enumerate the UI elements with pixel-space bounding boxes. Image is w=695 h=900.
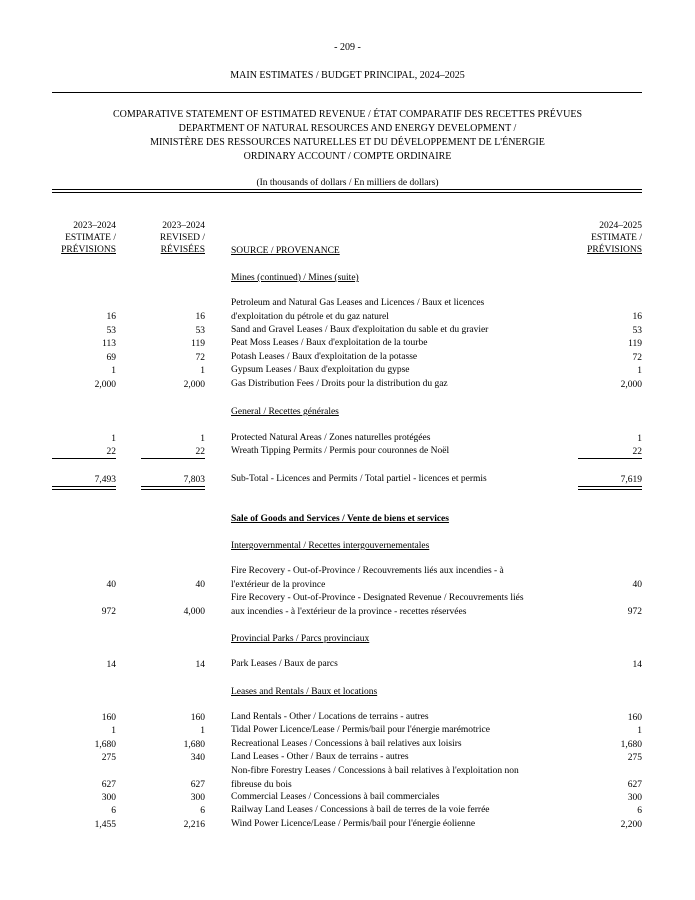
col2-subtotal-rule: [141, 458, 205, 459]
row-nonfibre-v1: 627: [101, 780, 116, 790]
col2-header-type: REVISED /: [159, 233, 205, 243]
col4-header-year: 2024–2025: [599, 221, 642, 231]
row-nonfibre-v2: 627: [190, 780, 205, 790]
statement-title-3: MINISTÈRE DES RESSOURCES NATURELLES ET DU DÉVELOPPEMENT DE L'ÉNERGIE: [150, 137, 545, 148]
row-railway-label: Railway Land Leases / Concessions à bail de terres de la voie ferrée: [231, 805, 490, 815]
row-wind-v4: 2,200: [620, 820, 642, 830]
row-fire1-v2: 40: [195, 580, 205, 590]
title-double-rule: [52, 189, 642, 193]
row-land-other-v4: 160: [627, 713, 642, 723]
row-fire1-v4: 40: [632, 580, 642, 590]
running-header: MAIN ESTIMATES / BUDGET PRINCIPAL, 2024–2025: [230, 70, 465, 81]
row-sand-label: Sand and Gravel Leases / Baux d'exploitation du sable et du gravier: [231, 325, 489, 335]
row-gypsum-label: Gypsum Leases / Baux d'exploitation du gypse: [231, 365, 410, 375]
row-recreational-v2: 1,680: [183, 740, 205, 750]
row-wind-label: Wind Power Licence/Lease / Permis/bail pour l'énergie éolienne: [231, 819, 476, 829]
row-land-other-v1: 160: [101, 713, 116, 723]
row-peat-label: Peat Moss Leases / Baux d'exploitation de la tourbe: [231, 338, 428, 348]
row-peat-v4: 119: [628, 339, 642, 349]
statement-title-1: COMPARATIVE STATEMENT OF ESTIMATED REVENUE / ÉTAT COMPARATIF DES RECETTES PRÉVUES: [113, 109, 582, 120]
row-fire2-line2: aux incendies - à l'extérieur de la province - recettes réservées: [231, 606, 467, 617]
row-petroleum-v4: 16: [632, 312, 642, 322]
row-fire2-label: [231, 592, 571, 619]
row-sand-v2: 53: [195, 326, 205, 336]
row-fire1-label: [231, 565, 571, 592]
row-tidal-v1: 1: [111, 726, 116, 736]
statement-title-4: ORDINARY ACCOUNT / COMPTE ORDINAIRE: [243, 151, 452, 162]
row-subtotal-v2: 7,803: [183, 475, 205, 485]
col1-header: [52, 220, 116, 256]
row-recreational-v4: 1,680: [620, 740, 642, 750]
col4-subtotal-rule: [578, 458, 642, 459]
row-subtotal-v1: 7,493: [94, 475, 116, 485]
col2-header-fr: RÉVISÉES: [160, 245, 205, 255]
col2-total-double-rule: [141, 486, 205, 490]
row-subtotal-label: Sub-Total - Licences and Permits / Total partiel - licences et permis: [231, 474, 487, 484]
row-nonfibre-line2: fibreuse du bois: [231, 779, 292, 790]
source-header: SOURCE / PROVENANCE: [231, 246, 340, 256]
col1-total-double-rule: [52, 486, 116, 490]
row-commercial-v1: 300: [101, 793, 116, 803]
row-park-leases-v1: 14: [106, 660, 116, 670]
section-leases-rentals: Leases and Rentals / Baux et locations: [231, 687, 378, 697]
row-tidal-v4: 1: [637, 726, 642, 736]
row-railway-v1: 6: [111, 806, 116, 816]
statement-title-2: DEPARTMENT OF NATURAL RESOURCES AND ENERGY DEVELOPMENT /: [178, 123, 517, 134]
row-land-other-v2: 160: [190, 713, 205, 723]
col2-header: [141, 220, 205, 256]
row-gypsum-v1: 1: [111, 366, 116, 376]
col2-header-year: 2023–2024: [162, 221, 205, 231]
row-protected-v2: 1: [200, 434, 205, 444]
section-general: General / Recettes générales: [231, 407, 339, 417]
row-land-leases-v1: 275: [101, 753, 116, 763]
col4-header: [578, 220, 642, 256]
section-mines: Mines (continued) / Mines (suite): [231, 273, 359, 283]
row-fire1-v1: 40: [106, 580, 116, 590]
col4-header-fr: PRÉVISIONS: [587, 245, 642, 255]
row-potash-label: Potash Leases / Baux d'exploitation de la potasse: [231, 352, 418, 362]
row-protected-v1: 1: [111, 434, 116, 444]
row-subtotal-v4: 7,619: [620, 475, 642, 485]
row-gas-label: Gas Distribution Fees / Droits pour la distribution du gaz: [231, 379, 448, 389]
row-peat-v2: 119: [191, 339, 205, 349]
row-petroleum-label: [231, 297, 571, 324]
row-petroleum-v2: 16: [195, 312, 205, 322]
col4-total-double-rule: [578, 486, 642, 490]
row-protected-label: Protected Natural Areas / Zones naturelles protégées: [231, 433, 431, 443]
col1-header-type: ESTIMATE /: [65, 233, 116, 243]
row-sand-v1: 53: [106, 326, 116, 336]
row-petroleum-v1: 16: [106, 312, 116, 322]
row-railway-v4: 6: [637, 806, 642, 816]
row-commercial-v4: 300: [627, 793, 642, 803]
col1-header-fr: PRÉVISIONS: [61, 245, 116, 255]
row-wreath-v2: 22: [195, 447, 205, 457]
row-park-leases-label: Park Leases / Baux de parcs: [231, 659, 338, 669]
row-gas-v2: 2,000: [183, 380, 205, 390]
row-petroleum-line1: Petroleum and Natural Gas Leases and Licences / Baux et licences: [231, 298, 485, 308]
row-fire2-v4: 972: [627, 607, 642, 617]
row-sand-v4: 53: [632, 326, 642, 336]
row-wreath-v4: 22: [632, 447, 642, 457]
section-intergovernmental: Intergovernmental / Recettes intergouvernementales: [231, 541, 430, 551]
col1-subtotal-rule: [52, 458, 116, 459]
row-nonfibre-v4: 627: [627, 780, 642, 790]
row-fire2-v2: 4,000: [183, 607, 205, 617]
row-nonfibre-label: [231, 765, 571, 792]
row-land-leases-label: Land Leases - Other / Baux de terrains - autres: [231, 752, 409, 762]
row-commercial-v2: 300: [190, 793, 205, 803]
row-gypsum-v2: 1: [200, 366, 205, 376]
row-wreath-v1: 22: [106, 447, 116, 457]
row-fire2-v1: 972: [101, 607, 116, 617]
units-note: (In thousands of dollars / En milliers de dollars): [256, 178, 439, 188]
row-wind-v1: 1,455: [94, 820, 116, 830]
row-gypsum-v4: 1: [637, 366, 642, 376]
col4-header-type: ESTIMATE /: [591, 233, 642, 243]
row-railway-v2: 6: [200, 806, 205, 816]
row-fire1-line1: Fire Recovery - Out-of-Province / Recouvrements liés aux incendies - à: [231, 566, 504, 576]
row-peat-v1: 113: [102, 339, 116, 349]
row-tidal-label: Tidal Power Licence/Lease / Permis/bail pour l'énergie marémotrice: [231, 725, 490, 735]
row-gas-v1: 2,000: [94, 380, 116, 390]
row-wreath-label: Wreath Tipping Permits / Permis pour couronnes de Noël: [231, 446, 450, 456]
row-recreational-label: Recreational Leases / Concessions à bail relatives aux loisirs: [231, 739, 462, 749]
row-potash-v4: 72: [632, 353, 642, 363]
row-nonfibre-line1: Non-fibre Forestry Leases / Concessions à bail relatives à l'exploitation non: [231, 766, 519, 776]
row-wind-v2: 2,216: [183, 820, 205, 830]
row-land-other-label: Land Rentals - Other / Locations de terrains - autres: [231, 712, 429, 722]
row-petroleum-line2: d'exploitation du pétrole et du gaz naturel: [231, 311, 389, 322]
header-rule: [52, 92, 642, 93]
row-land-leases-v4: 275: [627, 753, 642, 763]
row-gas-v4: 2,000: [620, 380, 642, 390]
row-protected-v4: 1: [637, 434, 642, 444]
row-park-leases-v2: 14: [195, 660, 205, 670]
page-number: - 209 -: [334, 42, 361, 53]
section-sale-of-goods: Sale of Goods and Services / Vente de biens et services: [231, 514, 449, 524]
row-recreational-v1: 1,680: [94, 740, 116, 750]
row-commercial-label: Commercial Leases / Concessions à bail commerciales: [231, 792, 440, 802]
section-provincial-parks: Provincial Parks / Parcs provinciaux: [231, 634, 370, 644]
row-potash-v1: 69: [106, 353, 116, 363]
row-park-leases-v4: 14: [632, 660, 642, 670]
row-tidal-v2: 1: [200, 726, 205, 736]
row-fire2-line1: Fire Recovery - Out-of-Province - Designated Revenue / Recouvrements liés: [231, 593, 524, 603]
col1-header-year: 2023–2024: [73, 221, 116, 231]
row-land-leases-v2: 340: [190, 753, 205, 763]
row-potash-v2: 72: [195, 353, 205, 363]
row-fire1-line2: l'extérieur de la province: [231, 579, 326, 590]
